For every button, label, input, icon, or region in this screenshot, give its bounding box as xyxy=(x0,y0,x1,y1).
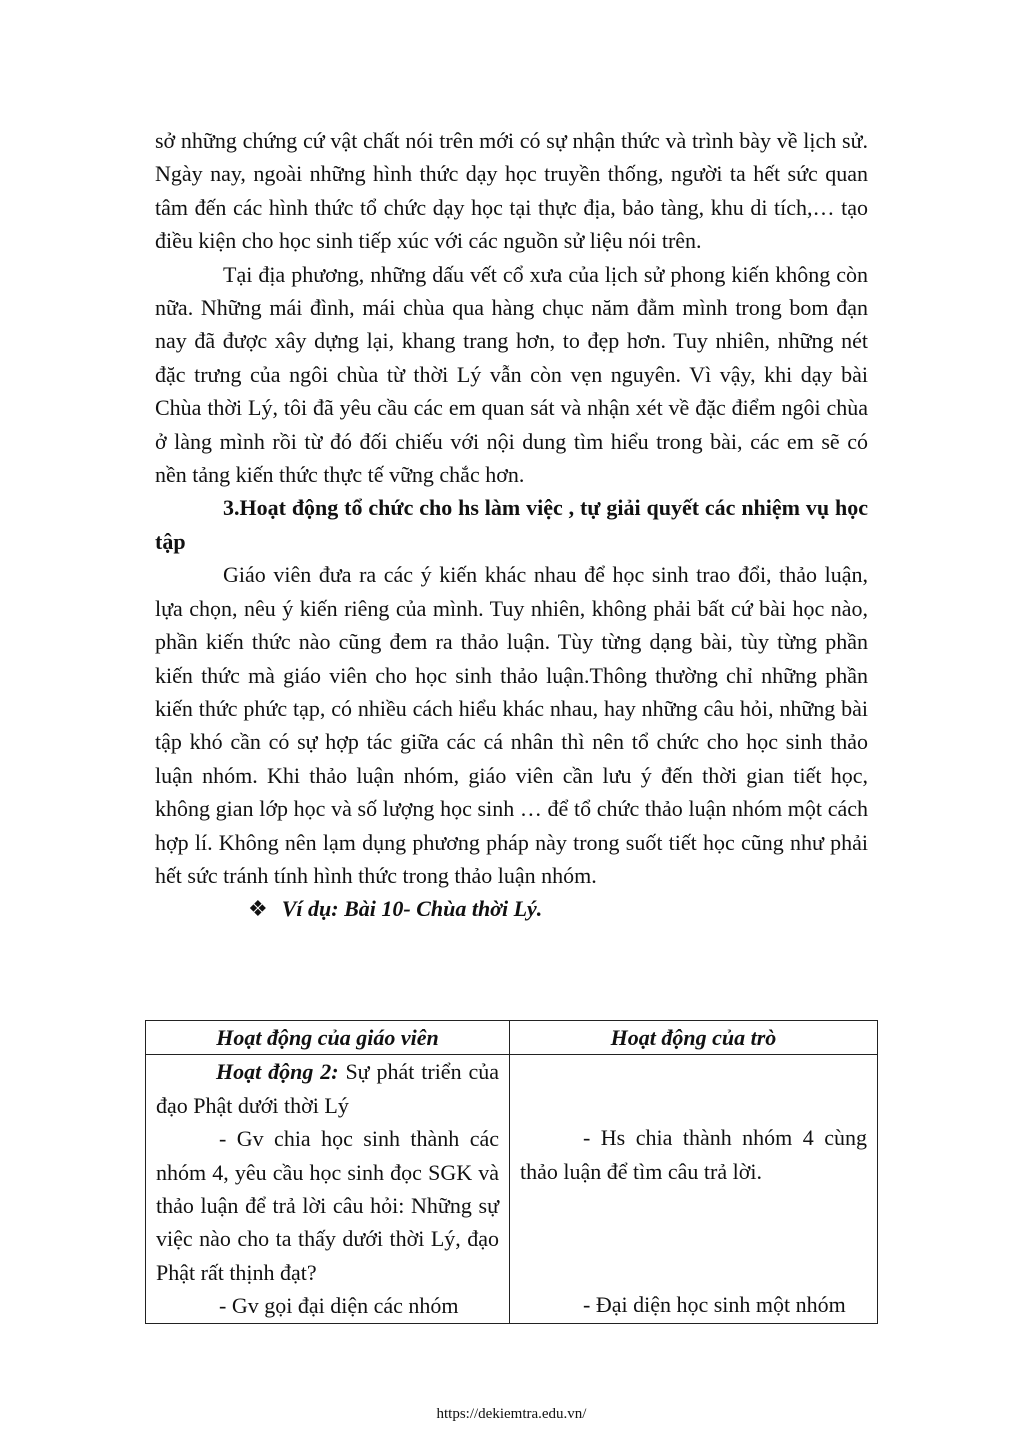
teacher-step-2: - Gv gọi đại diện các nhóm xyxy=(219,1293,459,1319)
student-cell xyxy=(510,1055,878,1323)
section-heading: 3.Hoạt động tổ chức cho hs làm việc , tự giải quyết các nhiệm vụ học tập xyxy=(155,495,868,554)
student-step-1: - Hs chia thành nhóm 4 cùng thảo luận để tìm câu trả lời. xyxy=(520,1125,867,1184)
paragraph-1: sở những chứng cứ vật chất nói trên mới có sự nhận thức và trình bày về lịch sử. Ngày nay, ngoài những hình thức dạy học truyền thống, người ta hết sức quan tâm đến các hình thức tổ chức dạy học tại thực địa, bảo tàng, khu di tích,… tạo điều kiện cho học sinh tiếp xúc với các nguồn sử liệu nói trên. xyxy=(155,128,868,254)
teacher-cell xyxy=(146,1055,510,1323)
teacher-activity-label: Hoạt động 2: xyxy=(216,1059,339,1085)
student-step-2: - Đại diện học sinh một nhóm xyxy=(583,1292,846,1318)
teacher-activity-title: Sự phát triển của đạo Phật dưới thời Lý xyxy=(156,1059,499,1118)
table-row xyxy=(146,1055,878,1323)
activity-table xyxy=(145,1020,878,1324)
header-student: Hoạt động của trò xyxy=(510,1021,878,1055)
document-body xyxy=(155,124,868,926)
footer-url: https://dekiemtra.edu.vn/ xyxy=(436,1406,587,1422)
diamond-bullet-icon: ❖ xyxy=(248,896,268,922)
teacher-activity xyxy=(156,1055,499,1122)
example-title: Ví dụ: Bài 10- Chùa thời Lý. xyxy=(281,896,543,922)
teacher-step-1: - Gv chia học sinh thành các nhóm 4, yêu cầu học sinh đọc SGK và thảo luận để trả lời câu hỏi: Những sự việc nào cho ta thấy dưới thời Lý, đạo Phật rất thịnh đạt? xyxy=(156,1126,499,1285)
header-teacher: Hoạt động của giáo viên xyxy=(146,1021,510,1055)
example-line xyxy=(248,892,868,925)
table-header-row xyxy=(146,1021,878,1055)
paragraph-2: Tại địa phương, những dấu vết cổ xưa của lịch sử phong kiến không còn nữa. Những mái đình, mái chùa qua hàng chục năm đằm mình trong bom đạn nay đã được xây dựng lại, khang trang hơn, to đẹp hơn. Tuy nhiên, những nét đặc trưng của ngôi chùa từ thời Lý vẫn còn vẹn nguyên. Vì vậy, khi dạy bài Chùa thời Lý, tôi đã yêu cầu các em quan sát và nhận xét về đặc điểm ngôi chùa ở làng mình rồi từ đó đối chiếu với nội dung tìm hiểu trong bài, các em sẽ có nền tảng kiến thức thực tế vững chắc hơn. xyxy=(155,261,868,488)
paragraph-3: Giáo viên đưa ra các ý kiến khác nhau để học sinh trao đổi, thảo luận, lựa chọn, nêu ý kiến riêng của mình. Tuy nhiên, không phải bất cứ bài học nào, phần kiến thức nào cũng đem ra thảo luận. Tùy từng dạng bài, tùy từng phần kiến thức mà giáo viên cho học sinh thảo luận.Thông thường chỉ những phần kiến thức phức tạp, có nhiều cách hiểu khác nhau, hay những câu hỏi, những bài tập khó cần có sự hợp tác giữa các cá nhân thì nên tổ chức cho học sinh thảo luận nhóm. Khi thảo luận nhóm, giáo viên cần lưu ý đến thời gian tiết học, không gian lớp học và số lượng học sinh … để tổ chức thảo luận nhóm một cách hợp lí. Không nên lạm dụng phương pháp này trong suốt tiết học cũng như phải hết sức tránh tính hình thức trong thảo luận nhóm. xyxy=(155,562,868,888)
